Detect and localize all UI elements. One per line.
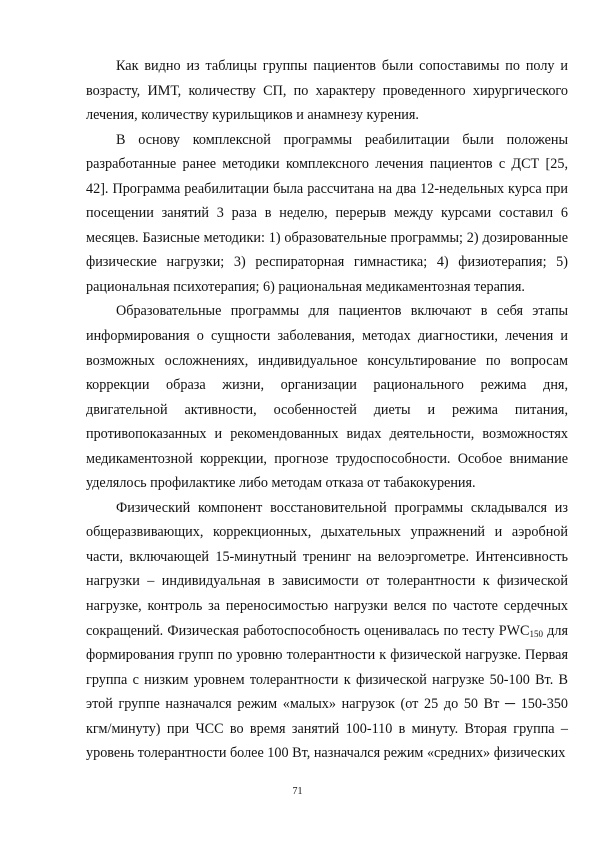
paragraph-3: Образовательные программы для пациентов включают в себя этапы информирования о сущности заболевания, методах диагностики, лечения и возможных осложнениях, индивидуальное консультирование по вопросам коррекции образа жизни, организации рационального режима дня, двигательной активности, особенностей диеты и режима питания, противопоказанных и рекомендованных видах деятельности, возможностях медикаментозной коррекции, прогнозе трудоспособности. Особое внимание уделялось профилактике либо методам отказа от табакокурения. [86, 303, 568, 492]
paragraph-2: В основу комплексной программы реабилитации были положены разработанные ранее методики комплексного лечения пациентов с ДСТ [25, 42]. Программа реабилитации была рассчитана на два 12-недельных курса при посещении занятий 3 раза в неделю, перерыв между курсами составил 6 месяцев. Базисные методики: 1) образовательные программы; 2) дозированные физические нагрузки; 3) респираторная гимнастика; 4) физиотерапия; 5) рациональная психотерапия; 6) рациональная медикаментозная терапия. [86, 131, 568, 295]
paragraph-4-after-subscript: для формирования групп по уровню толерантности к физической нагрузке. Первая группа с низким уровнем толерантности к физической нагрузке 50-100 Вт. В этой группе назначался режим «малых» нагрузок (от 25 до 50 Вт ─ 150-350 кгм/минуту) при ЧСС во время занятий 100-110 в минуту. Вторая группа – уровень толерантности более 100 Вт, назначался режим «средних» физических [86, 622, 568, 762]
paragraph-4 [86, 496, 568, 766]
paragraph-1: Как видно из таблицы группы пациентов были сопоставимы по полу и возрасту, ИМТ, количеству СП, по характеру проведенного хирургического лечения, количеству курильщиков и анамнезу курения. [86, 58, 568, 124]
body-text [86, 54, 568, 766]
pwc-subscript: 150 [529, 628, 544, 639]
paragraph-4-before-subscript: Физический компонент восстановительной программы складывался из общеразвивающих, коррекционных, дыхательных упражнений и аэробной части, включающей 15-минутный тренинг на велоэргометре. Интенсивность нагрузки – индивидуальная в зависимости от толерантности к физической нагрузке, контроль за переносимостью нагрузки велся по частоте сердечных сокращений. Физическая работоспособность оценивалась по тесту PWC [86, 499, 568, 639]
page-number: 71 [292, 786, 303, 797]
